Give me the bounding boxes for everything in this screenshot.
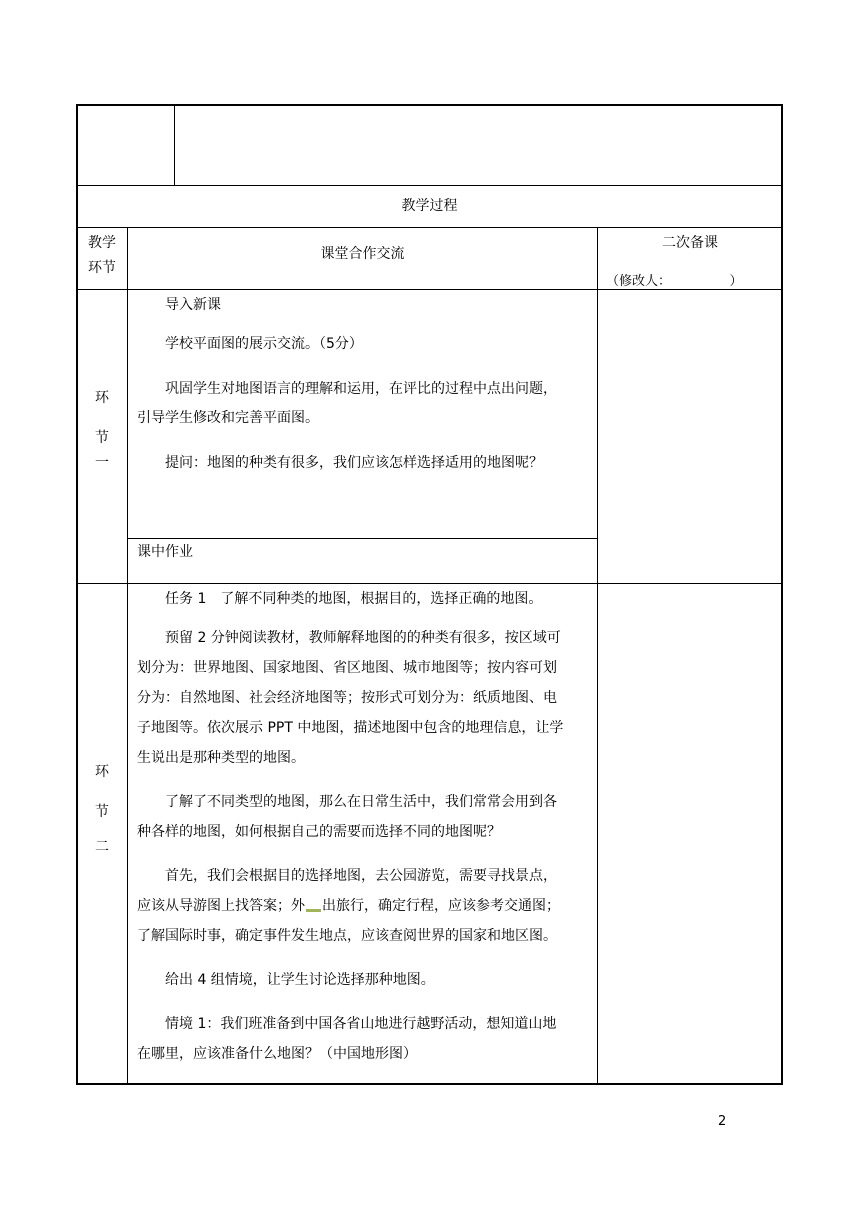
rule-homework-top	[127, 538, 597, 539]
rule-revise-column	[597, 227, 598, 1084]
page-number: 2	[718, 1114, 727, 1129]
stage-header-line2: 环节	[88, 260, 116, 276]
section1-paragraph-3: 提问：地图的种类有很多，我们应该怎样选择适用的地图呢？	[165, 455, 543, 471]
section1-label-char-1: 环	[95, 390, 109, 406]
revise-header-editor: （修改人： ）	[606, 274, 743, 289]
section1-homework: 课中作业	[137, 544, 193, 560]
section2-p5-line1: 情境 1：我们班准备到中国各省山地进行越野活动，想知道山地	[165, 1016, 557, 1032]
main-column-header: 课堂合作交流	[320, 246, 405, 262]
section2-p3-line2	[137, 896, 560, 916]
highlight-marker	[306, 909, 321, 912]
section2-p3-line2-part-b: 出旅行，确定行程，应该参考交通图；	[322, 898, 560, 914]
section1-heading: 导入新课	[165, 297, 221, 313]
section2-p3-line1: 首先，我们会根据目的选择地图，去公园游览，需要寻找景点，	[165, 868, 557, 884]
section2-p5-line2: 在哪里，应该准备什么地图？（中国地形图）	[137, 1046, 417, 1062]
section1-label-char-2: 节	[95, 430, 109, 446]
rule-top-left-cell	[174, 105, 175, 185]
section2-p2-line2: 种各样的地图，如何根据自己的需要而选择不同的地图呢？	[137, 824, 501, 840]
section2-p1-line5: 生说出是那种类型的地图。	[137, 750, 305, 766]
section2-label-char-1: 环	[95, 764, 109, 780]
section1-paragraph-1: 学校平面图的展示交流。（5分）	[165, 336, 363, 352]
process-title: 教学过程	[401, 198, 458, 214]
rule-section1-bottom	[77, 583, 782, 584]
section2-p4: 给出 4 组情境，让学生讨论选择那种地图。	[165, 972, 435, 988]
stage-header-line1: 教学	[88, 235, 116, 251]
section2-p1-line1: 预留 2 分钟阅读教材，教师解释地图的的种类有很多，按区域可	[165, 630, 561, 646]
section1-label-char-3: 一	[95, 455, 109, 471]
section2-task: 任务 1 了解不同种类的地图，根据目的，选择正确的地图。	[165, 591, 543, 607]
section2-label-char-2: 节	[95, 804, 109, 820]
section2-p1-line3: 分为：自然地图、社会经济地图等；按形式可划分为：纸质地图、电	[137, 690, 557, 706]
section2-p1-line2: 划分为：世界地图、国家地图、省区地图、城市地图等；按内容可划	[137, 660, 557, 676]
rule-header-bottom	[77, 185, 782, 186]
section2-label-char-3: 二	[95, 839, 109, 855]
section2-p3-line3: 了解国际时事，确定事件发生地点，应该查阅世界的国家和地区图。	[137, 928, 557, 944]
section2-p3-line2-part-a: 应该从导游图上找答案；外	[137, 898, 305, 914]
revise-header-title: 二次备课	[662, 235, 718, 251]
section2-p2-line1: 了解了不同类型的地图，那么在日常生活中，我们常常会用到各	[165, 794, 557, 810]
section1-paragraph-2-line2: 引导学生修改和完善平面图。	[137, 410, 319, 426]
section2-p1-line4: 子地图等。依次展示 PPT 中地图，描述地图中包含的地理信息，让学	[137, 720, 564, 736]
section1-paragraph-2-line1: 巩固学生对地图语言的理解和运用，在评比的过程中点出问题，	[165, 381, 557, 397]
rule-process-bottom	[77, 227, 782, 228]
rule-stage-column	[127, 227, 128, 1084]
